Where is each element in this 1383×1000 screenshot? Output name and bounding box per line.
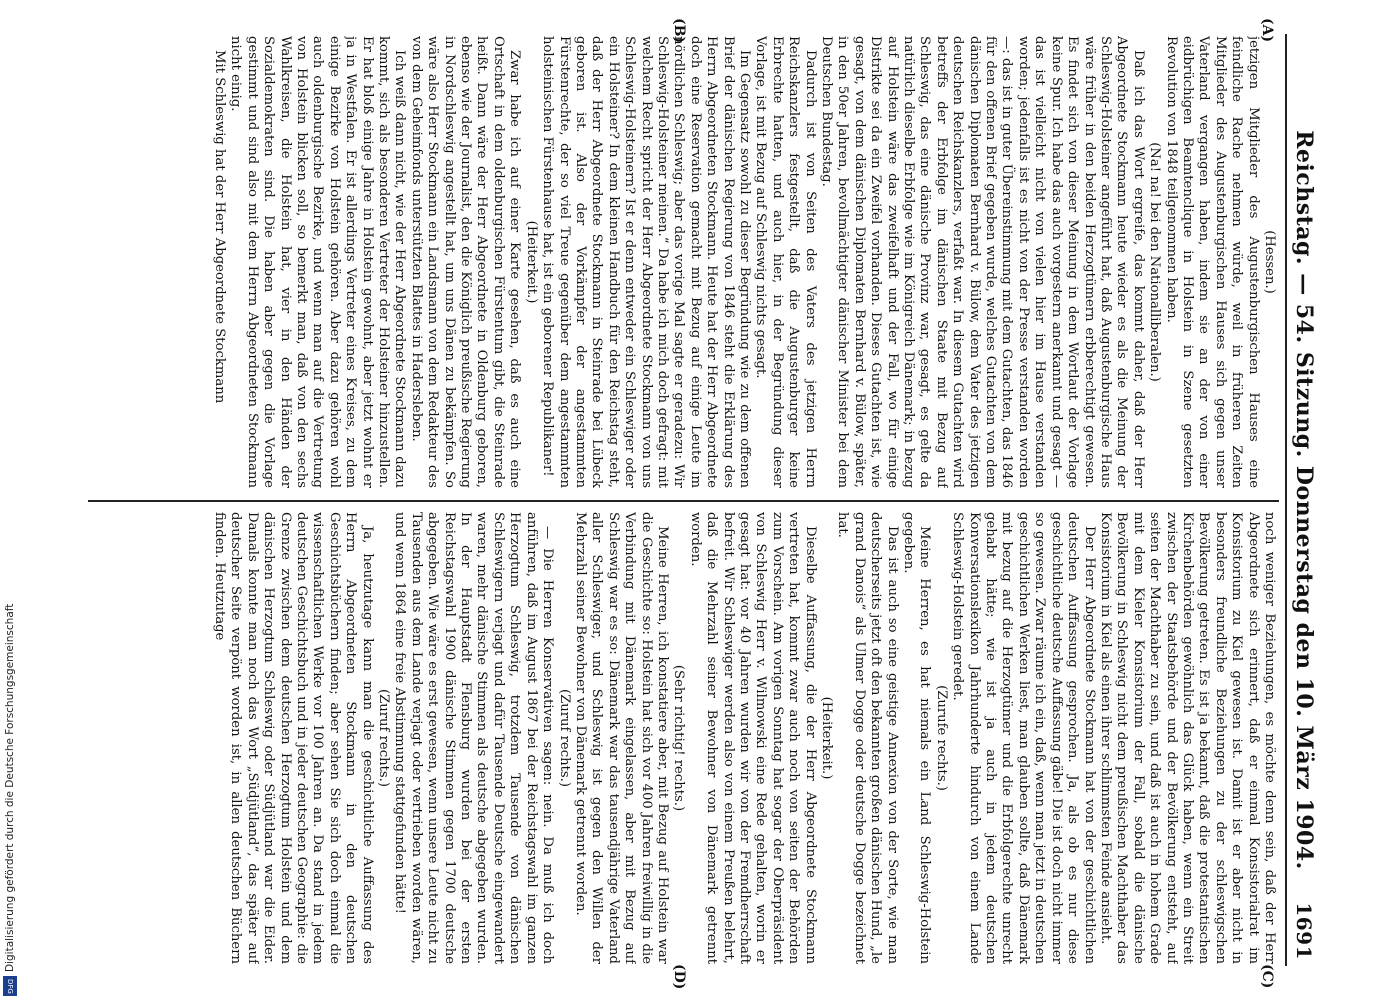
paragraph: Mit Schleswig hat der Herr Abgeordnete Stockmann [212, 50, 227, 404]
paragraph: Dieselbe Auffassung, die der Herr Abgeordnete Stockmann vertreten hat, kommt zwar auch noch von seiten der Behörden zum Vorschein. Am vorigen Sonntag hat sogar der Oberpräsident von Schleswig Herr v. Wilmowski eine Rede gehalten, worin er gesagt hat: vor 40 Jahren wurden wir von der Fremdherrschaft befreit. Wir Schleswiger werden also von einem Preußen belehrt, daß die Mehrzahl seiner Bewohner von Dänemark getrennt worden. [687, 512, 818, 964]
credit-text: Digitalisierung gefördert durch die Deutsche Forschungsgemeinschaft [4, 603, 16, 972]
margin-marker-d: (D) [671, 964, 687, 990]
stage-direction: (Zuruf rechts.) [376, 688, 392, 788]
document-page [82, 18, 1327, 990]
paragraph: Meine Herren, ich konstatiere aber, mit Bezug auf Holstein war die Geschichte so: Holstein hat sich vor 400 Jahren freiwillig in die Verbindung mit Dänemark eingelassen, aber mit Bezug auf Schleswig war es so: Dänemark war das tausendjährige Vaterland aller Schleswiger, und Schleswig ist gegen den Willen der Mehrzahl seiner Bewohner von Dänemark getrennt worden. [572, 512, 670, 964]
margin-marker-c: (C) [1259, 964, 1275, 989]
column-divider [88, 500, 1279, 502]
paragraph: Dadurch ist von Seiten des Vaters des jetzigen Herrn Reichskanzlers festgestellt, daß die Augustenburger keine Erbrechte hatten, und auch hier, in der Begründung dieser Vorlage, ist mit Bezug auf Schleswig nichts gesagt. [753, 36, 818, 488]
right-text-column [90, 512, 1277, 964]
page-title: Reichstag. — 54. Sitzung. Donnerstag den 10. März 1904. [1291, 130, 1317, 870]
stage-direction: (Heiterkeit.) [523, 220, 539, 304]
stage-direction: (Na! na! bei den Nationalliberalen.) [1147, 142, 1163, 382]
stage-direction: (Zuruf rechts.) [556, 688, 572, 788]
stage-direction: (Zurufe rechts.) [933, 685, 949, 791]
paragraph: — Die Herren Konservativen sagen: nein. Da muß ich doch anführen, daß im August 1867 bei der Reichstagswahl im ganzen Herzogtum Schleswig, trotzdem Tausende von dänischen Schleswigern verjagt und dafür Tausende Deutsche eingewandert waren, mehr dänische Stimmen als deutsche abgegeben wurden. In der Hauptstadt Flensburg wurden bei der ersten Reichstagswahl 1900 dänische Stimmen gegen 1700 deutsche abgegeben. Wie wäre es erst gewesen, wenn unsere Leute nicht zu Tausenden aus dem Lande verjagt oder vertrieben worden wären, und wenn 1864 eine freie Abstimmung stattgefunden hätte! [392, 512, 556, 964]
margin-marker-a: (A) [1259, 18, 1275, 43]
margin-marker-b: (B) [671, 18, 687, 44]
stage-direction: (Heiterkeit.) [819, 696, 835, 780]
stage-direction: (Sehr richtig! rechts.) [671, 664, 687, 812]
stage-direction: (Hessen.) [1262, 230, 1277, 294]
paragraph: noch weniger Beziehungen, es möchte denn sein, daß der Herr Abgeordnete sich erinnert, daß er einmal Konsistorialrat im Konsistorium zu Kiel gewesen ist. Damit ist er aber nicht in besonders freundliche Beziehungen zu der schleswigschen Bevölkerung getreten. Es ist ja bekannt, daß die protestantischen Kirchenbehörden gewöhnlich das Glück haben, wenn ein Streit zwischen der Staatsbehörde und der Bevölkerung entsteht, auf seiten der Machthaber zu sein, und daß ist auch in hohem Grade mit dem Kieler Konsistorium der Fall, sobald die dänische Bevölkerung in Schleswig nicht dem preußischen Machthaber das Konsistorium in Kiel als einen ihrer schlimmsten Feinde ansieht. [1097, 512, 1277, 964]
paragraph: Meine Herren, es hat niemals ein Land Schleswig-Holstein gegeben. [901, 512, 933, 964]
paragraph: Der Herr Abgeordnete Stockmann hat von der geschichtlichen deutschen Auffassung gesprochen. Ja, als ob es nur diese geschichtliche deutsche Auffassung gäbe! Die ist doch nicht immer so gewesen. Zwar räume ich ein, daß, wenn man jetzt in deutschen geschichtlichen Werken liest, man glauben sollte, daß Dänemark mit bezug auf die Herzogtümer und die Erbfolgerechte unrecht gehabt hätte; wie ist ja auch in jedem deutschen Konversationslexikon Jahrhunderte hindurch von einem Lande Schleswig-Holstein geredet. [950, 512, 1097, 964]
left-text-column [90, 36, 1277, 488]
paragraph: jetzigen Mitglieder des Augustenburgischen Hauses eine feindliche Rache nehmen würde, weil in früheren Zeiten Mitglieder des Augustenburgischen Hauses sich gegen unser Vaterland vergangen haben, indem sie an der von einer eidbrüchigen Beamtenclique in Holstein in Szene gesetzten Revolution von 1848 teilgenommen haben. [1163, 36, 1261, 488]
paragraph: Ich weiß dann nicht, wie der Herr Abgeordnete Stockmann dazu kommt, sich als besonderen Vertreter der Holsteiner hinzustellen. Er hat bloß einige Jahre in Holstein gewohnt, aber jetzt wohnt er ja in Westfalen. Er ist allerdings Vertreter eines Kreises, zu dem einige Bezirke von Holstein gehören. Aber dazu gehören wohl auch oldenburgische Bezirke, und wenn man auf die Vertretung von Holstein blicken soll, so bemerkt man, daß von den sechs Wahlkreisen, die Holstein hat, vier in den Händen der Sozialdemokraten sind. Die haben aber gegen die Vorlage gestimmt und sind also mit dem Herrn Abgeordneten Stockmann nicht einig. [228, 36, 408, 488]
dfg-logo: DFG [3, 976, 17, 996]
paragraph: Das ist auch so eine geistige Annexion von der Sorte, wie man deutscherseits jetzt oft den bekannten großen dänischen Hund, „le grand Danois“ als Ulmer Dogge oder deutsche Dogge bezeichnet hat. [835, 512, 900, 964]
paragraph: Daß ich das Wort ergreife, das kommt daher, daß der Herr Abgeordnete Stockmann heute wieder es als die Meinung der Schleswig-Holsteiner angeführt hat, daß Augustenburgische Haus wäre früher in den beiden Herzogtümern erbberechtigt gewesen. Es findet sich von dieser Meinung in dem Wortlaut der Vorlage keine Spur. Ich habe das auch vorgestern anerkannt und gesagt — das ist vielleicht nicht von vielen hier im Hause verstanden worden; jedenfalls ist es nicht von der Presse verstanden worden —: das ist in guter Übereinstimmung mit dem Gutachten, das 1846 für den offenen Brief gegeben wurde, welches Gutachten von dem dänischen Diplomaten Bernhard v. Bülow, dem Vater des jetzigen deutschen Reichskanzlers, verfaßt war. In diesem Gutachten wird betreffs der Erbfolge im dänischen Staate mit Bezug auf Schleswig, das eine dänische Provinz war, gesagt, es gelte da natürlich dieselbe Erbfolge wie im Königreich Dänemark; in bezug auf Holstein wäre das zweifelhaft und der Fall, wo für einige Distrikte sei da ein Zweifel vorhanden. Dieses Gutachten ist, wie gesagt, von dem dänischen Diplomaten Bernhard v. Bülow, später, in den 50er Jahren, bevollmächtigter dänischer Minister bei dem Deutschen Bundestag. [819, 36, 1146, 488]
paragraph: Ja, heutzutage kann man die geschichtliche Auffassung des Herrn Abgeordneten Stockmann in den deutschen Geschichtsbüchern finden; aber sehen Sie sich doch einmal die wissenschaftlichen Werke vor 100 Jahren an. Da stand in jedem deutschen Geschichtsbuch und in jeder deutschen Geographie: die Grenze zwischen dem deutschen Herzogtum Holstein und dem dänischen Herzogtum Schleswig oder Südjütland war die Eider. Damals konnte man noch das Wort „Südjütland“, das später auf deutscher Seite verpönt worden ist, in allen deutschen Büchern finden. Heutzutage [212, 512, 375, 964]
dfg-credit [0, 0, 22, 1000]
page-header [1285, 34, 1321, 966]
paragraph: Im Gegensatz sowohl zu dieser Begründung wie zu dem offenen Brief der dänischen Regierung von 1846 steht die Erklärung des Herrn Abgeordneten Stockmann. Heute hat der Herr Abgeordnete doch eine Reservation gemacht mit Bezug auf einige Leute im nördlichen Schleswig; aber das vorige Mal sagte er geradezu: Wir Schleswig-Holsteiner meinen.“ Da habe ich mich doch gefragt: mit welchem Recht spricht der Herr Abgeordnete Stockmann von uns Schleswig-Holsteinern? Ist er denn entweder ein Schleswiger oder ein Holsteiner? In dem kleinen Handbuch für den Reichstag steht, daß der Herr Abgeordnete Stockmann in Steinrade bei Lübeck geboren ist. Also der Vorkämpfer der angestammten Fürstenrechte, der so viel Treue gegenüber dem angestammten holsteinischen Fürstenhause hat, ist ein geborener Republikaner! [540, 36, 752, 488]
paragraph: Zwar habe ich auf einer Karte gesehen, daß es auch eine Ortschaft in dem oldenburgischen Fürstentum gibt, die Steinrade heißt. Dann wäre der Herr Abgeordnete in Oldenburg geboren, ebenso wie der Journalist, den die Königlich preußische Regierung in Nordschleswig angestellt hat, um uns Dänen zu bekämpfen. So wäre also Herr Stockmann ein Landsmann von dem Redakteur des von dem Geheimfonds unterstützten Blattes in Hadersleben. [408, 36, 523, 488]
page-number: 1691 [1292, 902, 1316, 960]
